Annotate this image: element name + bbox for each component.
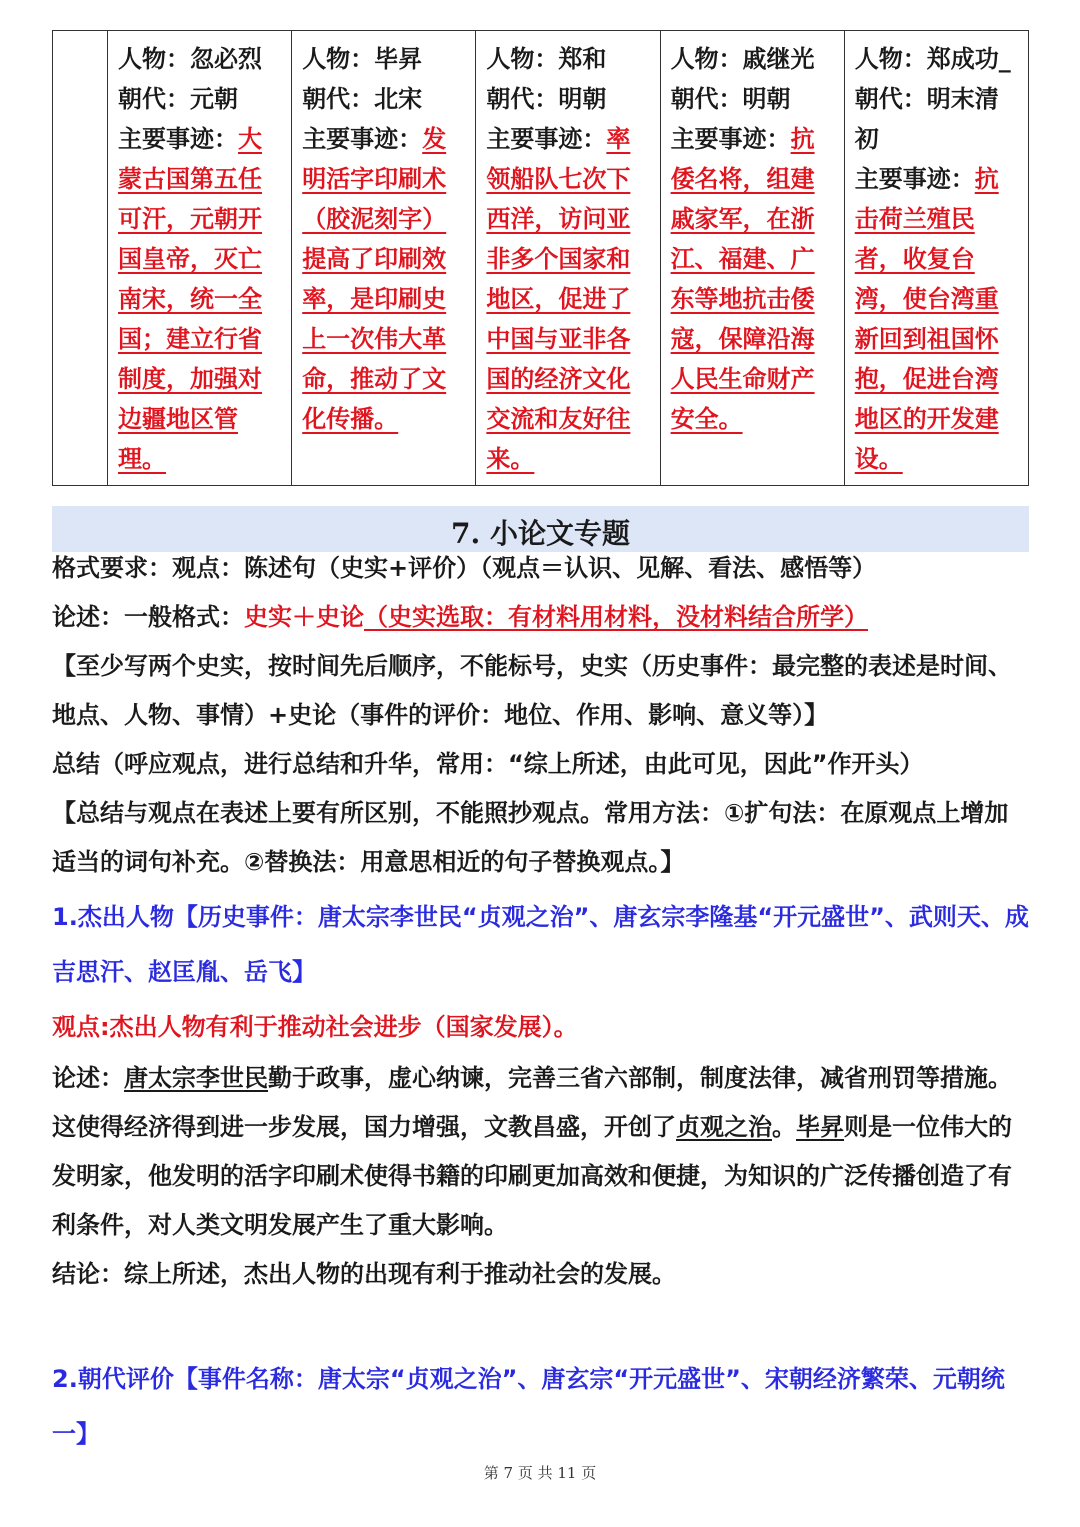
- argument-label: 论述：: [52, 1064, 124, 1092]
- figure-cell-zhenghe: [476, 31, 660, 486]
- figure-person: 人物：忽必烈: [118, 45, 262, 73]
- figure-deeds-label: 主要事迹：: [302, 125, 423, 153]
- figure-person: 人物：戚继光: [670, 45, 815, 73]
- topic-2: [52, 1352, 1032, 1462]
- figure-person: 人物：毕昇: [302, 45, 423, 73]
- figure-deeds-label: 主要事迹：: [486, 125, 607, 153]
- figure-dynasty: 朝代：元朝: [118, 85, 238, 113]
- figure-cell-zhengchenggong: [844, 31, 1028, 486]
- figure-cell-qijiguang: [660, 31, 844, 486]
- figure-deeds: 抗击荷兰殖民者，收复台湾，使台湾重新回到祖国怀抱，促进台湾地区的开发建设。: [854, 165, 999, 473]
- underlined-term: 贞观之治: [676, 1113, 772, 1141]
- format-line: 格式要求：观点：陈述句（史实+评价）（观点＝认识、见解、看法、感悟等）: [52, 554, 877, 582]
- summary-line: 总结（呼应观点，进行总结和升华，常用：“综上所述，由此可见，因此”作开头）: [52, 750, 924, 778]
- figure-deeds: 大蒙古国第五任可汗，元朝开国皇帝，灭亡南宋，统一全国；建立行省制度，加强对边疆地区管理。: [118, 125, 262, 473]
- format-block: [52, 544, 1032, 887]
- figure-deeds-label: 主要事迹：: [118, 125, 238, 153]
- figure-deeds: 发明活字印刷术（胶泥刻字）提高了印刷效率，是印刷史上一次伟大革命，推动了文化传播。: [302, 125, 447, 433]
- figure-dynasty: 朝代：明朝: [670, 85, 791, 113]
- figure-dynasty: 朝代：明朝: [486, 85, 607, 113]
- figure-deeds-label: 主要事迹：: [854, 165, 975, 193]
- underlined-term: 毕昇: [796, 1113, 844, 1141]
- argument-text: 。: [772, 1113, 796, 1141]
- figure-deeds: 率领船队七次下西洋，访问亚非多个国家和地区，促进了中国与亚非各国的经济文化交流和友好往来。: [486, 125, 631, 473]
- figure-dynasty: 朝代：北宋: [302, 85, 423, 113]
- topic-1-argument: [52, 1054, 1032, 1250]
- topic-1-conclusion: 结论：综上所述，杰出人物的出现有利于推动社会的发展。: [52, 1260, 676, 1288]
- figure-deeds-label: 主要事迹：: [670, 125, 791, 153]
- argument-format-note: （史实选取：有材料用材料，没材料结合所学）: [364, 603, 868, 631]
- topic-1: [52, 890, 1032, 1299]
- argument-format-line: [52, 593, 1032, 642]
- topic-1-heading: 1.杰出人物【历史事件：唐太宗李世民“贞观之治”、唐玄宗李隆基“开元盛世”、武则天、成吉思汗、赵匡胤、岳飞】: [52, 903, 1029, 986]
- topic-2-heading: 2.朝代评价【事件名称：唐太宗“贞观之治”、唐玄宗“开元盛世”、宋朝经济繁荣、元朝统一】: [52, 1365, 1005, 1448]
- page-footer: 第 7 页 共 11 页: [483, 1464, 597, 1482]
- figure-person: 人物：郑成功_: [854, 45, 1011, 73]
- historical-figures-table: [52, 30, 1029, 486]
- figure-person: 人物：郑和: [486, 45, 607, 73]
- figure-deeds: 抗倭名将，组建戚家军，在浙江、福建、广东等地抗击倭寇，保障沿海人民生命财产安全。: [670, 125, 815, 433]
- table-blank-cell: [53, 31, 108, 486]
- argument-text: 则是一位伟大的发明家，他发明的活字印刷术使得书籍的印刷更加高效和便捷，为知识的广泛传播创造了有利条件，对人类文明发展产生了重大影响。: [52, 1113, 1012, 1239]
- figure-cell-bisheng: [292, 31, 476, 486]
- table-row: [53, 31, 1029, 486]
- argument-text: 勤于政事，虚心纳谏，完善三省六部制，制度法律，减省刑罚等措施。这使得经济得到进一步发展，国力增强，文教昌盛，开创了: [52, 1064, 1012, 1141]
- underlined-term: 唐太宗李世民: [124, 1064, 268, 1092]
- argument-format-label: 论述：一般格式：: [52, 603, 244, 631]
- history-fact-note: 【至少写两个史实，按时间先后顺序，不能标号，史实（历史事件：最完整的表述是时间、地点、人物、事情）+史论（事件的评价：地位、作用、影响、意义等）】: [52, 652, 1012, 729]
- topic-1-viewpoint: 观点:杰出人物有利于推动社会进步（国家发展）。: [52, 1013, 578, 1041]
- figure-cell-kublai: [108, 31, 292, 486]
- summary-method-note: 【总结与观点在表述上要有所区别，不能照抄观点。常用方法：①扩句法：在原观点上增加适当的词句补充。②替换法：用意思相近的句子替换观点。】: [52, 799, 1009, 876]
- argument-format-red: 史实＋史论: [244, 603, 364, 631]
- section-title: 7. 小论文专题: [52, 506, 1029, 552]
- figure-dynasty: 朝代：明末清初: [854, 85, 999, 153]
